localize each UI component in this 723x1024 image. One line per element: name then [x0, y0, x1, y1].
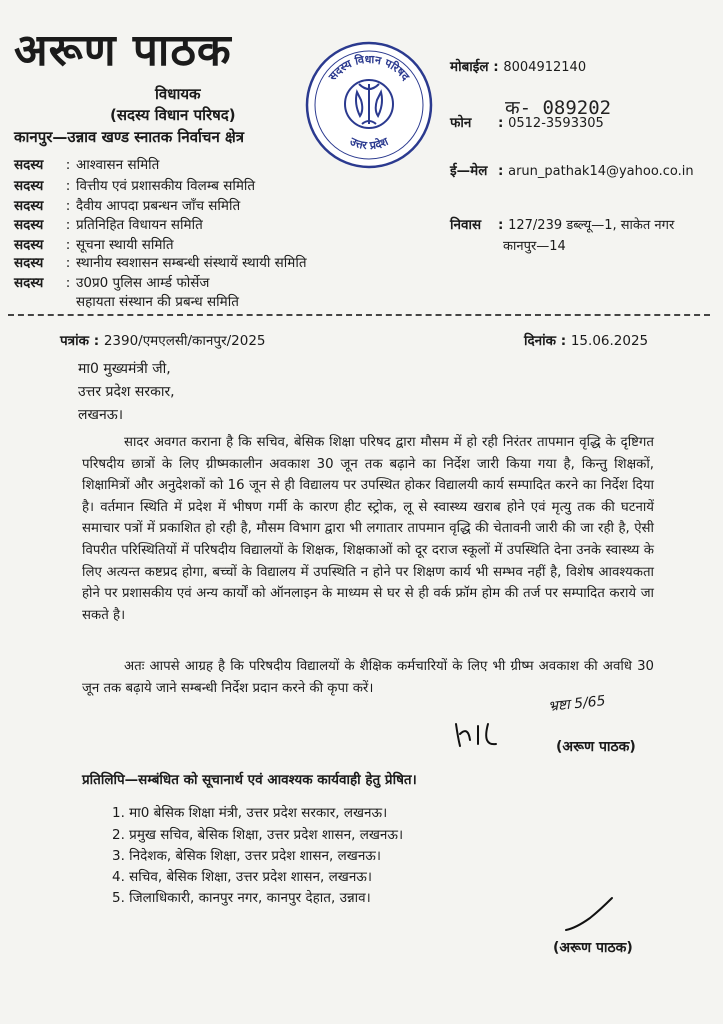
handwritten-note: भ्रष्टा 5/65 — [547, 693, 607, 715]
letter-paragraph-1: सादर अवगत कराना है कि सचिव, बेसिक शिक्षा परिषद द्वारा मौसम में हो रही निरंतर तापमान वृद्धि के दृष्टिगत परिषदीय छात्रों के लिए ग्रीष्मकालीन अवकाश 30 जून तक बढ़ाने का निर्देश जारी किया गया है, किन्तु शिक्षकों, शिक्षामित्रों और अनुदेशकों को 16 जून से ही विद्यालय पर उपस्थित होकर विद्यालयी कार्य सम्पादित करने का निर्देश दिया है। वर्तमान स्थिति में प्रदेश में भीषण गर्मी के कारण हीट स्ट्रोक, लू से स्वास्थ्य खराब होने एवं मृत्यु तक की घटनायें समाचार पत्रों में प्रकाशित हो रही है, मौसम विभाग द्वारा भी लगातार तापमान वृद्धि की चेतावनी जारी की जा रही है, ऐसी विपरीत परिस्थितियों में परिषदीय विद्यालयों के शिक्षक, शिक्षकाओं को दूर दराज स्कूलों में उपस्थिति देना उनके स्वास्थ्य के लिए अत्यन्त कष्टप्रद होगा, बच्चों के विद्यालय में उपस्थिति न होने पर शिक्षण कार्य भी सम्भव नहीं है, विशेष आवश्यकता होने पर प्रशासकीय एवं अन्य कार्यों को ऑनलाइन के माध्यम से घर से ही वर्क फ्रॉम होम की तर्ज पर सम्पादित कराये जा सकते है। — [82, 435, 654, 623]
committee-row: सदस्य : वित्तीय एवं प्रशासकीय विलम्ब समिति — [14, 178, 256, 194]
ref-row: पत्रांक : 2390/एमएलसी/कानपुर/2025 — [60, 333, 266, 349]
committee-row: सदस्य : स्थानीय स्वशासन सम्बन्धी संस्थायें स्थायी समिति — [14, 255, 307, 271]
address-row: निवास : 127/239 डब्ल्यू—1, साकेत नगर — [450, 217, 675, 233]
committee-row: सदस्य : सूचना स्थायी समिति — [14, 237, 174, 253]
seal-top-text: सदस्य विधान परिषद — [326, 52, 412, 84]
committee-name: आश्वासन समिति — [76, 157, 160, 173]
committee-row: सदस्य : दैवीय आपदा प्रबन्धन जाँच समिति — [14, 198, 241, 214]
committee-label: सदस्य — [14, 178, 44, 194]
cc-item: 1. मा0 बेसिक शिक्षा मंत्री, उत्तर प्रदेश सरकार, लखनऊ। — [112, 805, 388, 821]
committee-name: सूचना स्थायी समिति — [76, 237, 174, 253]
ref-number: 2390/एमएलसी/कानपुर/2025 — [103, 333, 266, 349]
constituency: कानपुर—उन्नाव खण्ड स्नातक निर्वाचन क्षेत्र — [14, 128, 245, 146]
committee-label: सदस्य — [14, 275, 44, 291]
signatory-name: (अरूण पाठक) — [556, 739, 636, 755]
addressee-line: उत्तर प्रदेश सरकार, — [78, 384, 175, 400]
committee-row: सदस्य : प्रतिनिहित विधायन समिति — [14, 217, 203, 233]
address-label: निवास — [450, 217, 482, 233]
cc-item: 5. जिलाधिकारी, कानपुर नगर, कानपुर देहात, उन्नाव। — [112, 890, 371, 906]
date-value: 15.06.2025 — [570, 333, 649, 349]
addressee-line: मा0 मुख्यमंत्री जी, — [78, 361, 171, 377]
committee-name: वित्तीय एवं प्रशासकीय विलम्ब समिति — [76, 178, 256, 194]
committee-label: सदस्य — [14, 217, 44, 233]
cc-heading: प्रतिलिपि—सम्बंधित को सूचानार्थ एवं आवश्यक कार्यवाही हेतु प्रेषित। — [82, 772, 417, 788]
letterhead-divider — [8, 314, 710, 316]
signatory-name-2: (अरूण पाठक) — [553, 940, 633, 956]
committee-label: सदस्य — [14, 198, 44, 214]
cc-item: 4. सचिव, बेसिक शिक्षा, उत्तर प्रदेश शासन, लखनऊ। — [112, 869, 373, 885]
email-label: ई—मेल — [450, 163, 488, 179]
committee-row: सदस्य : आश्वासन समिति — [14, 157, 160, 173]
ref-label: पत्रांक — [60, 333, 89, 349]
membership: (सदस्य विधान परिषद) — [110, 106, 236, 124]
letterhead-name: अरूण पाठक — [14, 25, 232, 76]
signature-stroke — [560, 896, 620, 936]
email-value: arun_pathak14@yahoo.co.in — [508, 164, 694, 179]
cc-item: 2. प्रमुख सचिव, बेसिक शिक्षा, उत्तर प्रदेश शासन, लखनऊ। — [112, 827, 404, 843]
vidhan-parishad-seal — [304, 40, 434, 170]
seal-bottom-text: उत्तर प्रदेश — [347, 134, 391, 153]
signature-scribble — [452, 716, 522, 756]
cc-item: 3. निदेशक, बेसिक शिक्षा, उत्तर प्रदेश शासन, लखनऊ। — [112, 848, 382, 864]
mobile-row: मोबाईल : 8004912140 — [450, 59, 587, 75]
letter-paragraph-2: अतः आपसे आग्रह है कि परिषदीय विद्यालयों के शैक्षिक कर्मचारियों के लिए भी ग्रीष्म अवकाश की अवधि 30 जून तक बढ़ाये जाने सम्बन्धी निर्देश प्रदान करने की कृपा करें। — [82, 659, 654, 696]
committee-label: सदस्य — [14, 237, 44, 253]
committee-label: सदस्य — [14, 157, 44, 173]
email-row: ई—मेल : arun_pathak14@yahoo.co.in — [450, 163, 694, 179]
committee-label: सदस्य — [14, 255, 44, 271]
serial-stamp: क- 089202 — [505, 97, 612, 119]
date-row: दिनांक : 15.06.2025 — [524, 333, 649, 349]
committee-name: दैवीय आपदा प्रबन्धन जाँच समिति — [76, 198, 241, 214]
date-label: दिनांक — [524, 333, 557, 349]
committee-name: उ0प्र0 पुलिस आर्म्ड फोर्सेज — [76, 275, 210, 291]
phone-value: 0512-3593305 — [508, 116, 604, 131]
committee-name: प्रतिनिहित विधायन समिति — [76, 217, 203, 233]
addressee-line: लखनऊ। — [78, 407, 124, 423]
committee-row: सदस्य : उ0प्र0 पुलिस आर्म्ड फोर्सेज — [14, 275, 210, 291]
address-line2: कानपुर—14 — [503, 239, 566, 254]
mobile-label: मोबाईल — [450, 59, 489, 75]
committee-name-cont: सहायता संस्थान की प्रबन्ध समिति — [76, 294, 239, 310]
address-line1: 127/239 डब्ल्यू—1, साकेत नगर — [508, 218, 675, 233]
phone-row: फोन : 0512-3593305 — [450, 115, 604, 131]
mobile-value: 8004912140 — [503, 60, 587, 75]
committee-name: स्थानीय स्वशासन सम्बन्धी संस्थायें स्थायी समिति — [76, 255, 307, 271]
phone-label: फोन — [450, 115, 472, 131]
designation: विधायक — [155, 85, 201, 103]
